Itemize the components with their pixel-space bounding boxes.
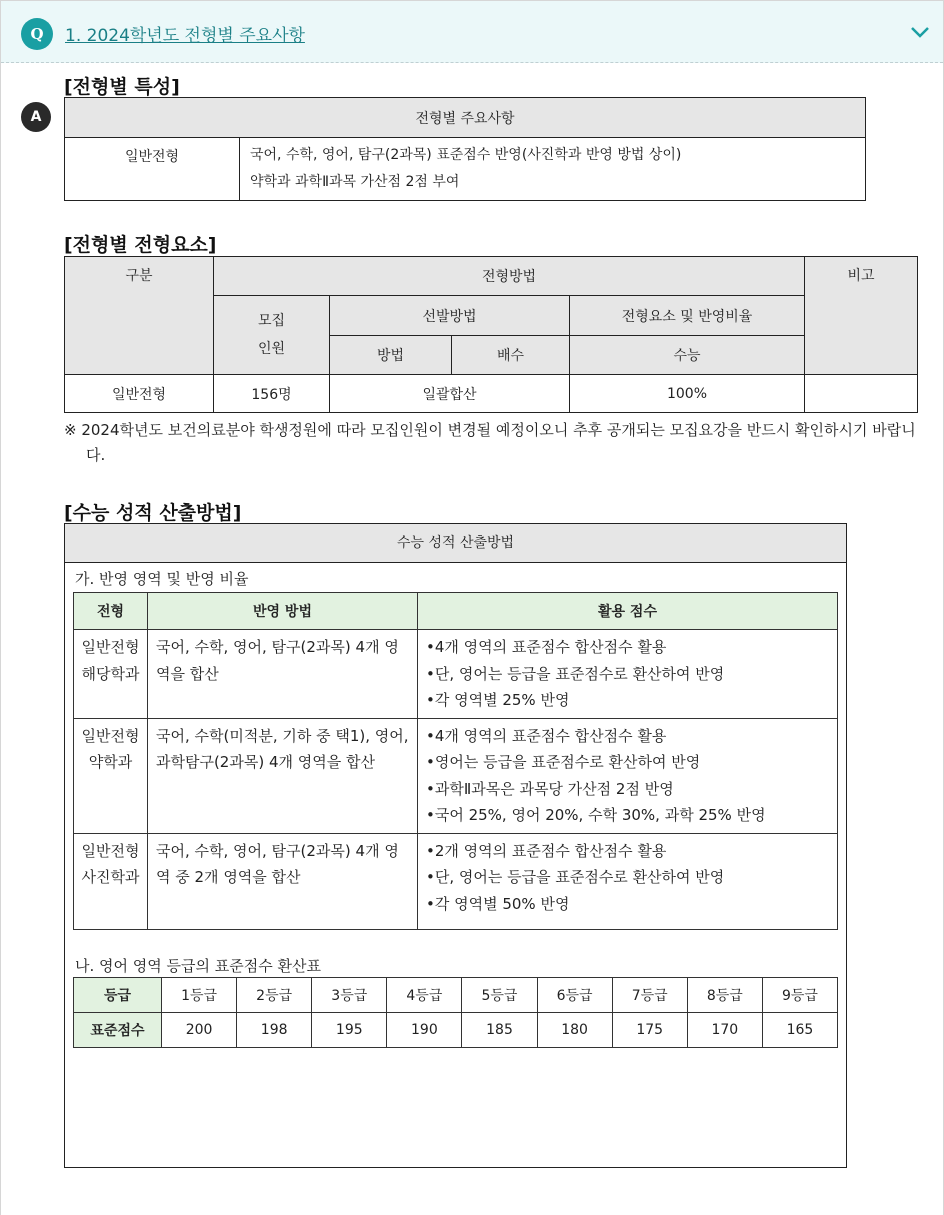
grade-cell: 9등급 [762,978,837,1013]
grade-cell: 6등급 [537,978,612,1013]
header-select: 선발방법 [330,296,570,336]
score-item: •2개 영역의 표준점수 합산점수 활용 [426,841,667,860]
feature-line: 약학과 과학Ⅱ과목 가산점 2점 부여 [250,174,460,190]
header-csat: 수능 [570,336,805,375]
notice-text: ※ 2024학년도 보건의료분야 학생정원에 따라 모집인원이 변경될 예정이오니 추후 공개되는 모집요강을 반드시 확인하시기 바랍니다. [64,421,916,464]
col-header: 반영 방법 [148,593,418,630]
header-multiple: 배수 [452,336,570,375]
table-row [74,630,838,719]
cell-type: 일반전형 [65,375,214,413]
grade-cell: 1등급 [162,978,237,1013]
header-note: 비고 [805,257,918,375]
section-title-features: [전형별 특성] [64,76,180,98]
question-title-link[interactable]: 1. 2024학년도 전형별 주요사항 [65,26,305,46]
grade-cell: 5등급 [462,978,537,1013]
score-cell: 180 [537,1013,612,1048]
grade-cell: 4등급 [387,978,462,1013]
faq-question-header[interactable] [1,1,943,63]
header-method: 전형방법 [214,257,805,296]
cell-type: 일반전형 약학과 [74,718,148,833]
score-cell: 198 [237,1013,312,1048]
score-cell: 200 [162,1013,237,1048]
header-ratio: 전형요소 및 반영비율 [570,296,805,336]
cell-note [805,375,918,413]
grade-cell: 3등급 [312,978,387,1013]
table-row [74,833,838,929]
score-cell: 170 [687,1013,762,1048]
grade-label: 등급 [74,978,162,1013]
score-label: 표준점수 [74,1013,162,1048]
score-item: •영어는 등급을 표준점수로 환산하여 반영 [426,753,701,771]
score-item: •과학Ⅱ과목은 과목당 가산점 2점 반영 [426,779,674,798]
score-item: •국어 25%, 영어 20%, 수학 30%, 과학 25% 반영 [426,806,766,824]
score-cell: 195 [312,1013,387,1048]
grade-cell: 7등급 [612,978,687,1013]
table-row [65,375,918,413]
header-way: 방법 [330,336,452,375]
grade-cell: 8등급 [687,978,762,1013]
answer-badge: A [21,102,51,132]
grade-cell: 2등급 [237,978,312,1013]
header-gubun: 구분 [65,257,214,375]
feature-line: 국어, 수학, 영어, 탐구(2과목) 표준점수 반영(사진학과 반영 방법 상이) [250,147,682,163]
cell-count: 156명 [214,375,330,413]
score-item: •4개 영역의 표준점수 합산점수 활용 [426,638,667,656]
score-item: •각 영역별 50% 반영 [426,894,570,913]
score-item: •각 영역별 25% 반영 [426,691,570,709]
score-cell: 190 [387,1013,462,1048]
col-header: 전형 [74,593,148,630]
elements-table [64,256,918,413]
features-table [64,97,866,201]
table-row [74,718,838,833]
col-header: 활용 점수 [418,593,838,630]
question-badge: Q [21,18,53,50]
csat-method-table [73,592,838,930]
cell-way: 일괄합산 [330,375,570,413]
chevron-down-icon[interactable] [909,21,931,43]
score-cell: 175 [612,1013,687,1048]
row-label: 일반전형 [65,138,240,201]
score-item: •단, 영어는 등급을 표준점수로 환산하여 반영 [426,868,725,886]
section-title-elements: [전형별 전형요소] [64,234,217,256]
header-recruit: 모집 인원 [214,296,330,375]
score-cell: 185 [462,1013,537,1048]
score-item: •4개 영역의 표준점수 합산점수 활용 [426,726,667,745]
cell-method: 국어, 수학(미적분, 기하 중 택1), 영어, 과학탐구(2과목) 4개 영역을 합산 [148,718,418,833]
table-header: 전형별 주요사항 [65,98,866,138]
cell-csat: 100% [570,375,805,413]
score-cell: 165 [762,1013,837,1048]
score-item: •단, 영어는 등급을 표준점수로 환산하여 반영 [426,664,725,683]
cell-method: 국어, 수학, 영어, 탐구(2과목) 4개 영역을 합산 [148,630,418,719]
subheading-a: 가. 반영 영역 및 반영 비율 [75,570,249,588]
section-title-csat: [수능 성적 산출방법] [64,502,242,524]
csat-box-header: 수능 성적 산출방법 [65,524,846,563]
cell-method: 국어, 수학, 영어, 탐구(2과목) 4개 영역 중 2개 영역을 합산 [148,833,418,929]
cell-type: 일반전형 해당학과 [74,630,148,719]
cell-type: 일반전형 사진학과 [74,833,148,929]
subheading-b: 나. 영어 영역 등급의 표준점수 환산표 [75,957,321,975]
english-grade-table [73,977,838,1048]
